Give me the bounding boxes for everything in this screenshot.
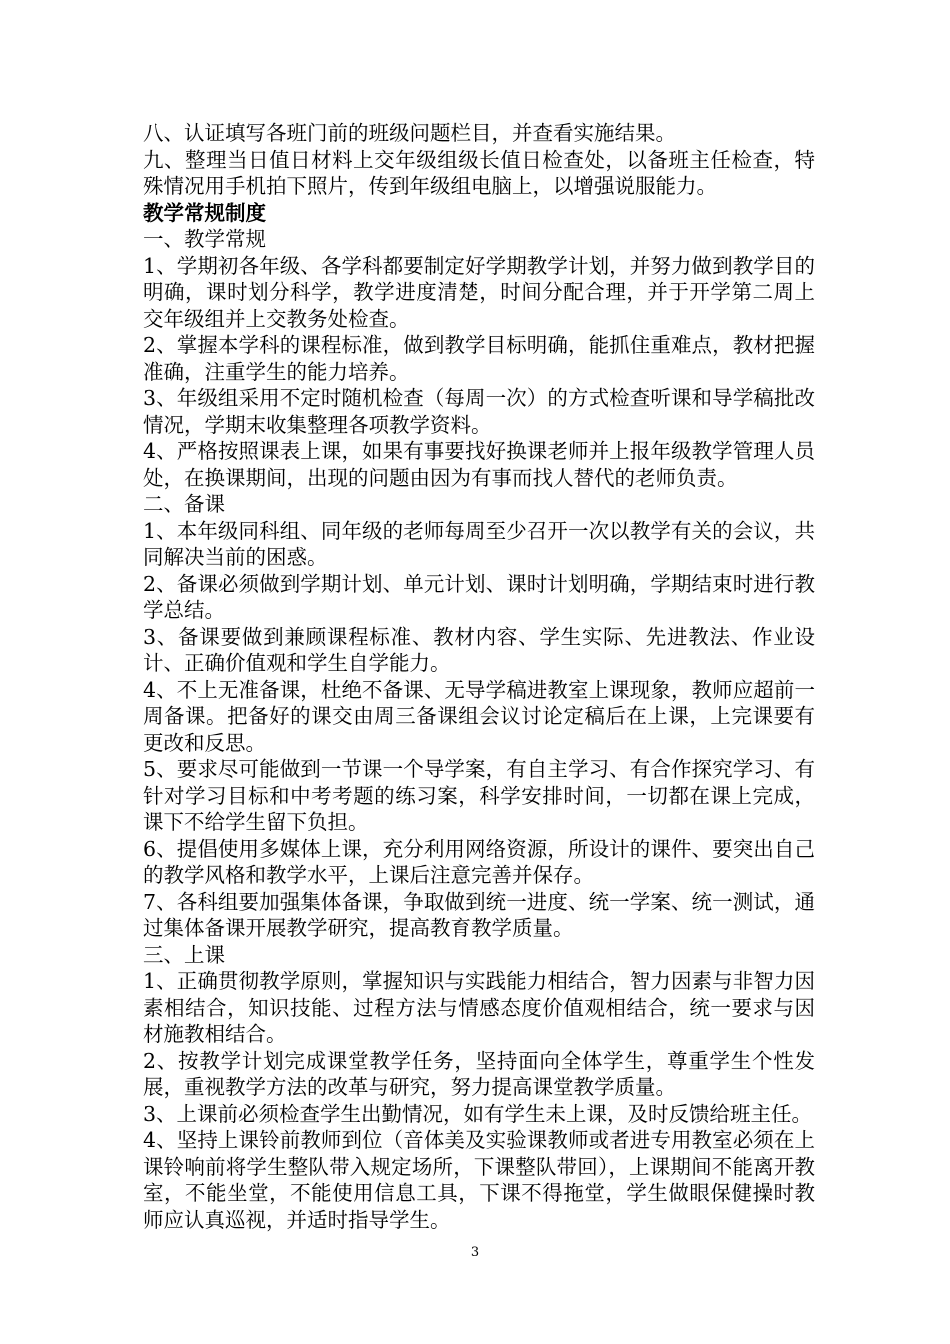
paragraph-item-9: 九、整理当日值日材料上交年级组级长值日检查处，以备班主任检查，特殊情况用手机拍下照片，传到年级组电脑上，以增强说服能力。: [143, 147, 815, 198]
paragraph-prep-1: 1、本年级同科组、同年级的老师每周至少召开一次以教学有关的会议，共同解决当前的困惑。: [143, 518, 815, 569]
page-number: 3: [470, 1245, 480, 1260]
paragraph-class-1: 1、正确贯彻教学原则，掌握知识与实践能力相结合，智力因素与非智力因素相结合，知识技能、过程方法与情感态度价值观相结合，统一要求与因材施教相结合。: [143, 969, 815, 1046]
paragraph-class-4: 4、坚持上课铃前教师到位（音体美及实验课教师或者进专用教室必须在上课铃响前将学生整队带入规定场所，下课整队带回），上课期间不能离开教室，不能坐堂，不能使用信息工具，下课不得拖堂，学生做眼保健操时教师应认真巡视，并适时指导学生。: [143, 1128, 815, 1232]
section-heading: 教学常规制度: [143, 200, 266, 225]
subsection-title-class: 三、上课: [143, 942, 225, 967]
paragraph-class-2: 2、按教学计划完成课堂教学任务，坚持面向全体学生，尊重学生个性发展，重视教学方法的改革与研究，努力提高课堂教学质量。: [143, 1048, 815, 1099]
paragraph-class-3: 3、上课前必须检查学生出勤情况，如有学生未上课，及时反馈给班主任。: [143, 1101, 813, 1126]
paragraph-routine-3: 3、年级组采用不定时随机检查（每周一次）的方式检查听课和导学稿批改情况，学期末收集整理各项教学资料。: [143, 386, 815, 437]
paragraph-prep-6: 6、提倡使用多媒体上课，充分利用网络资源，所设计的课件、要突出自己的教学风格和教学水平，上课后注意完善并保存。: [143, 836, 815, 887]
subsection-title-teaching-routine: 一、教学常规: [143, 227, 266, 251]
paragraph-routine-4: 4、严格按照课表上课，如果有事要找好换课老师并上报年级教学管理人员处，在换课期间，出现的问题由因为有事而找人替代的老师负责。: [143, 439, 815, 490]
paragraph-prep-7: 7、各科组要加强集体备课，争取做到统一进度、统一学案、统一测试，通过集体备课开展教学研究，提高教育教学质量。: [143, 889, 815, 940]
paragraph-prep-5: 5、要求尽可能做到一节课一个导学案，有自主学习、有合作探究学习、有针对学习目标和中考考题的练习案，科学安排时间，一切都在课上完成，课下不给学生留下负担。: [143, 757, 815, 834]
subsection-title-lesson-prep: 二、备课: [143, 492, 225, 516]
document-body: [143, 120, 815, 1233]
paragraph-prep-2: 2、备课必须做到学期计划、单元计划、课时计划明确，学期结束时进行教学总结。: [143, 571, 815, 622]
paragraph-item-8: 八、认证填写各班门前的班级问题栏目，并查看实施结果。: [143, 121, 676, 145]
paragraph-routine-1: 1、学期初各年级、各学科都要制定好学期教学计划，并努力做到教学目的明确，课时划分科学，教学进度清楚，时间分配合理，并于开学第二周上交年级组并上交教务处检查。: [143, 253, 815, 331]
paragraph-routine-2: 2、掌握本学科的课程标准，做到教学目标明确，能抓住重难点，教材把握准确，注重学生的能力培养。: [143, 333, 815, 384]
paragraph-prep-3: 3、备课要做到兼顾课程标准、教材内容、学生实际、先进教法、作业设计、正确价值观和学生自学能力。: [143, 624, 815, 675]
paragraph-prep-4: 4、不上无准备课，杜绝不备课、无导学稿进教室上课现象，教师应超前一周备课。把备好的课交由周三备课组会议讨论定稿后在上课，上完课要有更改和反思。: [143, 677, 815, 755]
